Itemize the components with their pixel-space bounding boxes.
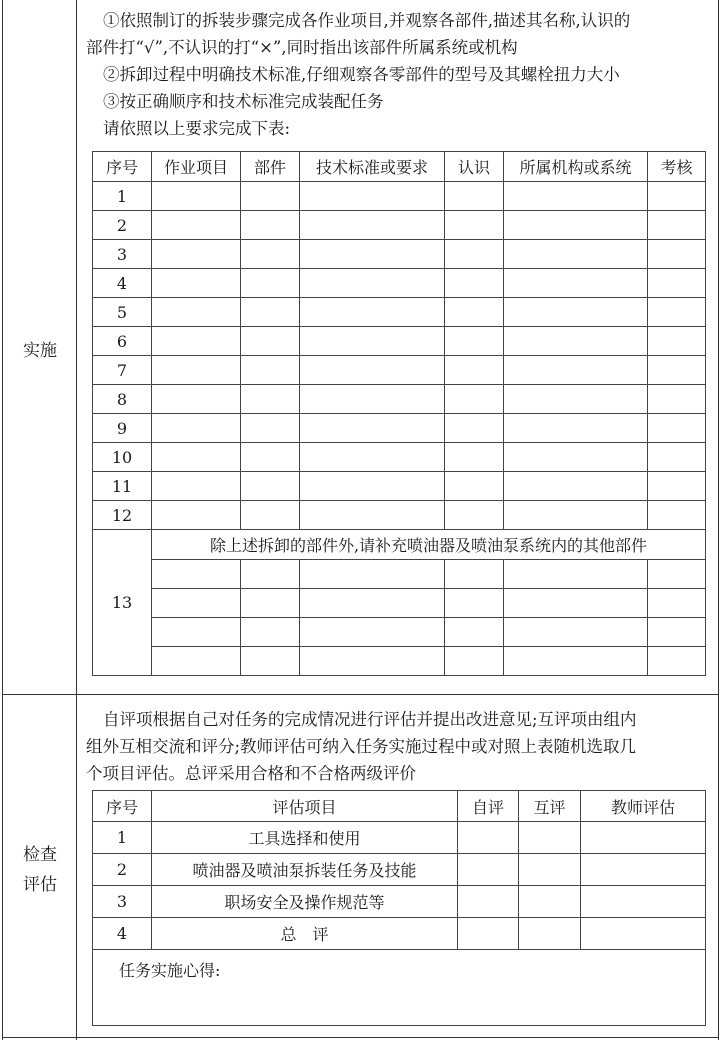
reflection-cell[interactable] bbox=[93, 950, 706, 1026]
table-cell[interactable] bbox=[648, 618, 706, 647]
table-cell[interactable] bbox=[648, 560, 706, 589]
table-cell[interactable] bbox=[300, 618, 445, 647]
table-row bbox=[93, 327, 706, 356]
table-cell[interactable] bbox=[300, 443, 445, 472]
header-cell: 自评 bbox=[458, 791, 519, 822]
header-cell: 教师评估 bbox=[581, 791, 706, 822]
table-cell[interactable] bbox=[445, 182, 504, 211]
table-row bbox=[93, 886, 706, 918]
row13-note-row bbox=[93, 530, 706, 560]
table-cell[interactable] bbox=[504, 211, 648, 240]
table-cell[interactable] bbox=[445, 211, 504, 240]
table-row bbox=[93, 618, 706, 647]
evaluation-table-header bbox=[93, 791, 706, 822]
table-cell[interactable] bbox=[445, 356, 504, 385]
header-cell: 技术标准或要求 bbox=[300, 152, 445, 182]
table-cell[interactable] bbox=[504, 269, 648, 298]
table-cell[interactable] bbox=[241, 240, 300, 269]
table-row bbox=[93, 414, 706, 443]
frame-bottom-border bbox=[2, 1037, 719, 1038]
teacher-eval-cell[interactable] bbox=[581, 854, 706, 886]
table-cell[interactable] bbox=[648, 356, 706, 385]
header-cell: 考核 bbox=[648, 152, 706, 182]
table-cell[interactable] bbox=[504, 182, 648, 211]
table-cell[interactable] bbox=[300, 298, 445, 327]
table-cell[interactable] bbox=[241, 618, 300, 647]
table-cell[interactable] bbox=[504, 298, 648, 327]
evaluation-label bbox=[2, 840, 78, 900]
table-cell[interactable] bbox=[152, 211, 241, 240]
table-row bbox=[93, 472, 706, 501]
table-cell[interactable] bbox=[152, 414, 241, 443]
table-cell[interactable] bbox=[504, 560, 648, 589]
table-cell[interactable] bbox=[445, 327, 504, 356]
table-cell[interactable] bbox=[445, 647, 504, 676]
table-cell[interactable] bbox=[152, 589, 241, 618]
instruction-line-3: ②拆卸过程中明确技术标准,仔细观察各零部件的型号及其螺栓扭力大小 bbox=[103, 65, 620, 84]
table-cell[interactable] bbox=[241, 501, 300, 530]
table-cell[interactable] bbox=[504, 618, 648, 647]
table-row bbox=[93, 443, 706, 472]
table-cell[interactable] bbox=[152, 560, 241, 589]
table-cell[interactable] bbox=[504, 647, 648, 676]
table-cell[interactable] bbox=[648, 472, 706, 501]
row-number: 6 bbox=[93, 327, 152, 356]
table-cell[interactable] bbox=[648, 327, 706, 356]
table-cell[interactable] bbox=[300, 240, 445, 269]
table-cell[interactable] bbox=[445, 443, 504, 472]
table-cell[interactable] bbox=[648, 240, 706, 269]
self-eval-cell[interactable] bbox=[458, 822, 519, 854]
evaluation-item: 职场安全及操作规范等 bbox=[152, 886, 458, 918]
evaluation-paragraph-line-3: 个项目评估。总评采用合格和不合格两级评价 bbox=[86, 764, 416, 783]
table-cell[interactable] bbox=[241, 356, 300, 385]
row-number: 7 bbox=[93, 356, 152, 385]
self-eval-cell[interactable] bbox=[458, 886, 519, 918]
table-cell[interactable] bbox=[300, 560, 445, 589]
header-cell: 评估项目 bbox=[152, 791, 458, 822]
implementation-label: 实施 bbox=[23, 341, 57, 361]
table-cell[interactable] bbox=[152, 240, 241, 269]
table-cell[interactable] bbox=[152, 501, 241, 530]
evaluation-table bbox=[92, 790, 706, 1026]
table-cell[interactable] bbox=[504, 356, 648, 385]
instruction-line-5: 请依照以上要求完成下表: bbox=[103, 119, 291, 138]
table-cell[interactable] bbox=[504, 327, 648, 356]
table-cell[interactable] bbox=[152, 327, 241, 356]
table-cell[interactable] bbox=[504, 501, 648, 530]
table-cell[interactable] bbox=[300, 385, 445, 414]
table-cell[interactable] bbox=[241, 211, 300, 240]
header-cell: 序号 bbox=[93, 152, 152, 182]
table-cell[interactable] bbox=[445, 385, 504, 414]
row-number: 2 bbox=[93, 854, 152, 886]
table-cell[interactable] bbox=[241, 414, 300, 443]
row-number: 9 bbox=[93, 414, 152, 443]
table-cell[interactable] bbox=[504, 240, 648, 269]
table-cell[interactable] bbox=[445, 501, 504, 530]
row-number: 1 bbox=[93, 182, 152, 211]
evaluation-label-line-1: 检查 bbox=[23, 845, 57, 865]
table-cell[interactable] bbox=[445, 298, 504, 327]
evaluation-label-line-2: 评估 bbox=[23, 875, 57, 895]
table-row bbox=[93, 269, 706, 298]
table-row bbox=[93, 854, 706, 886]
header-cell: 序号 bbox=[93, 791, 152, 822]
frame-section-divider bbox=[2, 694, 719, 695]
table-cell[interactable] bbox=[152, 182, 241, 211]
header-cell: 作业项目 bbox=[152, 152, 241, 182]
teacher-eval-cell[interactable] bbox=[581, 886, 706, 918]
table-row bbox=[93, 182, 706, 211]
row-number: 13 bbox=[93, 530, 152, 676]
table-cell[interactable] bbox=[648, 414, 706, 443]
table-cell[interactable] bbox=[241, 298, 300, 327]
table-row bbox=[93, 298, 706, 327]
table-row bbox=[93, 385, 706, 414]
table-cell[interactable] bbox=[300, 501, 445, 530]
table-cell[interactable] bbox=[300, 269, 445, 298]
table-cell[interactable] bbox=[241, 560, 300, 589]
table-cell[interactable] bbox=[300, 414, 445, 443]
table-row bbox=[93, 918, 706, 950]
table-cell[interactable] bbox=[152, 647, 241, 676]
peer-eval-cell[interactable] bbox=[519, 854, 581, 886]
table-cell[interactable] bbox=[241, 589, 300, 618]
table-cell[interactable] bbox=[152, 385, 241, 414]
instruction-line-1: ①依照制订的拆装步骤完成各作业项目,并观察各部件,描述其名称,认识的 bbox=[103, 11, 631, 30]
self-eval-cell[interactable] bbox=[458, 918, 519, 950]
table-cell[interactable] bbox=[648, 589, 706, 618]
table-cell[interactable] bbox=[648, 182, 706, 211]
header-cell: 所属机构或系统 bbox=[504, 152, 648, 182]
table-cell[interactable] bbox=[241, 182, 300, 211]
table-cell[interactable] bbox=[504, 414, 648, 443]
reflection-row bbox=[93, 950, 706, 1026]
table-cell[interactable] bbox=[648, 298, 706, 327]
table-row bbox=[93, 240, 706, 269]
row-number: 4 bbox=[93, 269, 152, 298]
table-cell[interactable] bbox=[300, 182, 445, 211]
table-cell[interactable] bbox=[445, 618, 504, 647]
table-cell[interactable] bbox=[241, 443, 300, 472]
row-number: 1 bbox=[93, 822, 152, 854]
table-cell[interactable] bbox=[300, 356, 445, 385]
instruction-line-2: 部件打“√”,不认识的打“×”,同时指出该部件所属系统或机构 bbox=[86, 38, 518, 57]
table-cell[interactable] bbox=[152, 356, 241, 385]
table-cell[interactable] bbox=[241, 647, 300, 676]
header-cell: 部件 bbox=[241, 152, 300, 182]
evaluation-item: 喷油器及喷油泵拆装任务及技能 bbox=[152, 854, 458, 886]
row-number: 3 bbox=[93, 886, 152, 918]
table-cell[interactable] bbox=[241, 327, 300, 356]
table-cell[interactable] bbox=[300, 589, 445, 618]
table-cell[interactable] bbox=[648, 501, 706, 530]
task-table-header bbox=[93, 152, 706, 182]
row-number: 3 bbox=[93, 240, 152, 269]
header-cell: 互评 bbox=[519, 791, 581, 822]
row-number: 12 bbox=[93, 501, 152, 530]
table-cell[interactable] bbox=[445, 472, 504, 501]
row-number: 11 bbox=[93, 472, 152, 501]
table-cell[interactable] bbox=[445, 240, 504, 269]
task-table bbox=[92, 151, 706, 676]
row-number: 2 bbox=[93, 211, 152, 240]
instruction-line-4: ③按正确顺序和技术标准完成装配任务 bbox=[103, 92, 384, 111]
table-cell[interactable] bbox=[504, 443, 648, 472]
table-cell[interactable] bbox=[300, 647, 445, 676]
table-row bbox=[93, 560, 706, 589]
peer-eval-cell[interactable] bbox=[519, 822, 581, 854]
table-cell[interactable] bbox=[152, 443, 241, 472]
frame-right-border bbox=[718, 0, 719, 1040]
table-cell[interactable] bbox=[300, 472, 445, 501]
reflection-label: 任务实施心得: bbox=[119, 961, 221, 980]
table-row bbox=[93, 647, 706, 676]
self-eval-cell[interactable] bbox=[458, 854, 519, 886]
evaluation-paragraph-line-2: 组外互相交流和评分;教师评估可纳入任务实施过程中或对照上表随机选取几 bbox=[86, 737, 637, 756]
table-cell[interactable] bbox=[648, 211, 706, 240]
teacher-eval-cell[interactable] bbox=[581, 822, 706, 854]
table-cell[interactable] bbox=[648, 385, 706, 414]
table-cell[interactable] bbox=[152, 298, 241, 327]
row13-note: 除上述拆卸的部件外,请补充喷油器及喷油泵系统内的其他部件 bbox=[152, 530, 706, 560]
row-number: 8 bbox=[93, 385, 152, 414]
table-row bbox=[93, 211, 706, 240]
table-cell[interactable] bbox=[241, 385, 300, 414]
row-number: 5 bbox=[93, 298, 152, 327]
table-cell[interactable] bbox=[445, 414, 504, 443]
table-cell[interactable] bbox=[445, 269, 504, 298]
evaluation-paragraph-line-1: 自评项根据自己对任务的完成情况进行评估并提出改进意见;互评项由组内 bbox=[103, 710, 637, 729]
table-cell[interactable] bbox=[152, 269, 241, 298]
table-cell[interactable] bbox=[300, 327, 445, 356]
evaluation-item: 总 评 bbox=[152, 918, 458, 950]
table-cell[interactable] bbox=[445, 589, 504, 618]
peer-eval-cell[interactable] bbox=[519, 918, 581, 950]
table-cell[interactable] bbox=[648, 647, 706, 676]
table-cell[interactable] bbox=[445, 560, 504, 589]
table-cell[interactable] bbox=[241, 269, 300, 298]
table-cell[interactable] bbox=[648, 269, 706, 298]
row-number: 4 bbox=[93, 918, 152, 950]
table-row bbox=[93, 589, 706, 618]
table-row bbox=[93, 822, 706, 854]
table-cell[interactable] bbox=[504, 589, 648, 618]
table-row bbox=[93, 501, 706, 530]
table-cell[interactable] bbox=[300, 211, 445, 240]
table-cell[interactable] bbox=[152, 618, 241, 647]
teacher-eval-cell[interactable] bbox=[581, 918, 706, 950]
header-cell: 认识 bbox=[445, 152, 504, 182]
table-cell[interactable] bbox=[504, 472, 648, 501]
table-cell[interactable] bbox=[241, 472, 300, 501]
peer-eval-cell[interactable] bbox=[519, 886, 581, 918]
table-row bbox=[93, 356, 706, 385]
table-cell[interactable] bbox=[152, 472, 241, 501]
row-number: 10 bbox=[93, 443, 152, 472]
table-cell[interactable] bbox=[648, 443, 706, 472]
evaluation-item: 工具选择和使用 bbox=[152, 822, 458, 854]
table-cell[interactable] bbox=[504, 385, 648, 414]
